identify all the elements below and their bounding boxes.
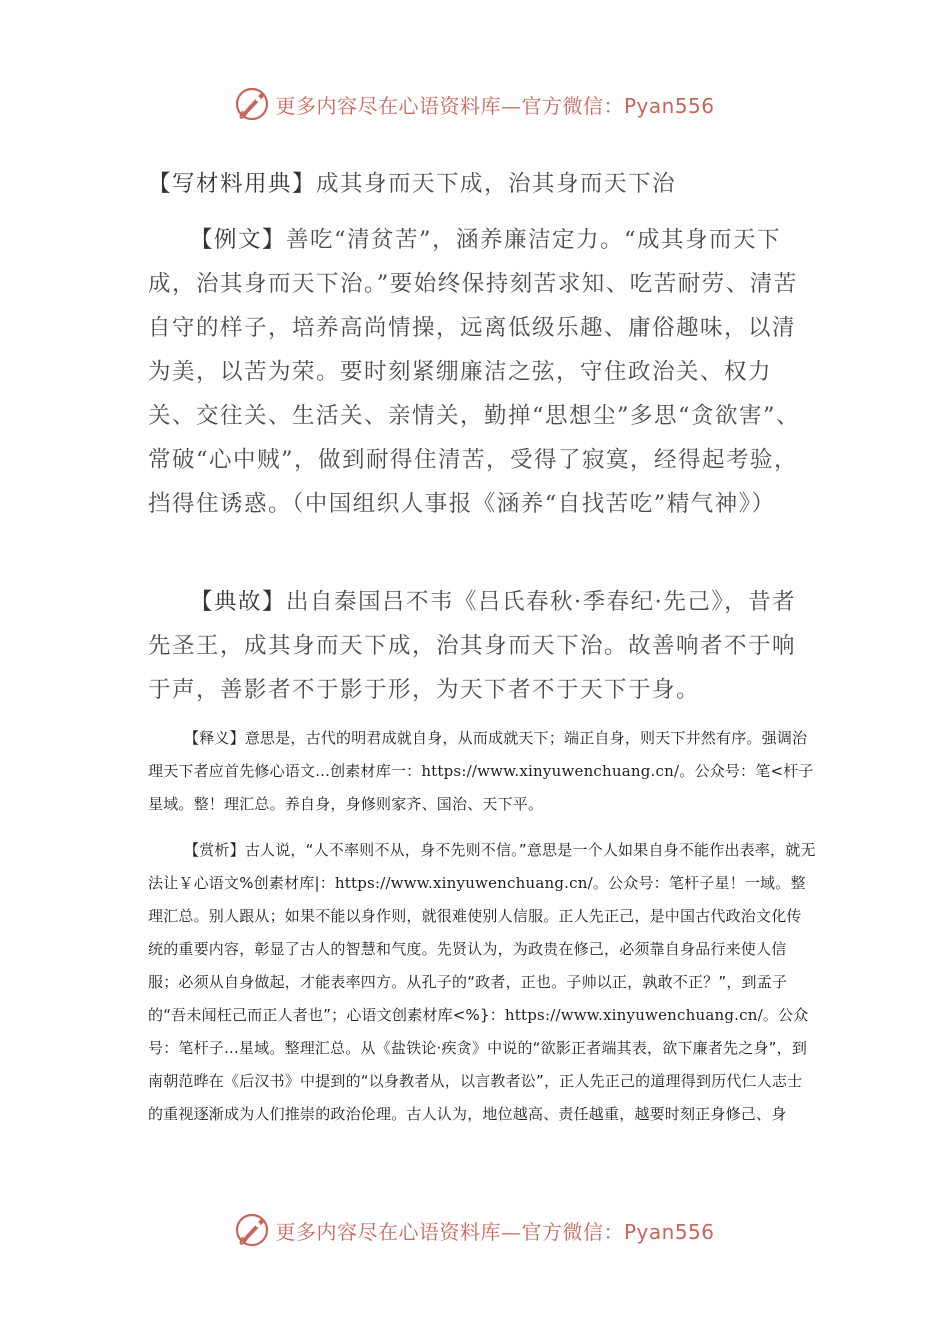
banner-text bbox=[275, 1216, 714, 1245]
analysis-text-1: 古人说，“人不率则不从，身不先则不信。”意思是一个人如果自身不能作出表率，就无法让￥心语文%创素材库|： bbox=[148, 841, 816, 892]
analysis-url-1: https://www.xinyuwenchuang.cn/ bbox=[334, 874, 593, 892]
meaning-paragraph bbox=[148, 722, 816, 821]
analysis-url-2: https://www.xinyuwenchuang.cn/ bbox=[504, 1006, 763, 1024]
heading-tag: 【写材料用典】 bbox=[148, 171, 317, 197]
example-tag: 【例文】 bbox=[190, 227, 287, 253]
quill-logo-icon bbox=[235, 1213, 269, 1247]
example-text: 善吃“清贫苦”，涵养廉洁定力。“成其身而天下成，治其身而天下治。”要始终保持刻苦求知、吃苦耐劳、清苦自守的样子，培养高尚情操，远离低级乐趣、庸俗趣味，以清为美，以苦为荣。要时刻紧绷廉洁之弦，守住政治关、权力关、交往关、生活关、亲情关，勤掸“思想尘”多思“贪欲害”、常破“心中贼”，做到耐得住清苦，受得了寂寞，经得起考验，挡得住诱惑。（中国组织人事报《涵养“自找苦吃”精气神》） bbox=[148, 227, 801, 517]
section-heading bbox=[148, 162, 818, 206]
banner-dash: — bbox=[500, 93, 522, 118]
banner-wechat-id: Pyan556 bbox=[623, 1219, 715, 1244]
allusion-text: 出自秦国吕不韦《吕氏春秋·季春纪·先己》，昔者先圣王，成其身而天下成，治其身而天下治。故善响者不于响于声，善影者不于影于形，为天下者不于天下于身。 bbox=[148, 589, 797, 703]
banner-wechat-id: Pyan556 bbox=[623, 93, 715, 118]
banner-text bbox=[275, 90, 714, 119]
meaning-url: https://www.xinyuwenchuang.cn/ bbox=[421, 762, 680, 780]
banner-dash: — bbox=[500, 1219, 522, 1244]
example-paragraph bbox=[148, 218, 818, 526]
meaning-text-2: 。公众号：笔<杆子星域。整！理汇总。养自身，身修则家齐、国治、天下平。 bbox=[148, 762, 814, 813]
banner-official-label: 官方微信： bbox=[521, 1219, 624, 1244]
analysis-text-3: 。公众号：笔杆子...星域。整理汇总。从《盐铁论·疾贪》中说的“欲影正者端其表，欲下廉者先之身”，到南朝范晔在《后汉书》中提到的“以身教者从，以言教者讼”，正人先正己的道理得到历代仁人志士的重视逐渐成为人们推崇的政治伦理。古人认为，地位越高、责任越重，越要时刻正身修己、身 bbox=[148, 1006, 809, 1123]
analysis-tag: 【赏析】 bbox=[184, 841, 245, 859]
header-banner bbox=[0, 84, 950, 124]
banner-official-label: 官方微信： bbox=[521, 93, 624, 118]
footer-banner bbox=[0, 1210, 950, 1250]
analysis-paragraph bbox=[148, 834, 816, 1131]
banner-site-name: 更多内容尽在心语资料库 bbox=[275, 93, 501, 118]
quill-logo-icon bbox=[235, 87, 269, 121]
meaning-tag: 【释义】 bbox=[184, 729, 245, 747]
allusion-paragraph bbox=[148, 580, 818, 712]
allusion-tag: 【典故】 bbox=[190, 589, 287, 615]
banner-site-name: 更多内容尽在心语资料库 bbox=[275, 1219, 501, 1244]
heading-text: 成其身而天下成，治其身而天下治 bbox=[316, 171, 677, 197]
analysis-text-2: 。公众号：笔杆子星！一域。整理汇总。别人跟从；如果不能以身作则，就很难使别人信服。正人先正己，是中国古代政治文化传统的重要内容，彰显了古人的智慧和气度。先贤认为，为政贵在修己，必须靠自身品行来使人信服；必须从自身做起，才能表率四方。从孔子的“政者，正也。子帅以正，孰敢不正？”，到孟子的“吾未闻枉己而正人者也”；心语文创素材库<%}： bbox=[148, 874, 806, 1024]
meaning-text-1: 意思是，古代的明君成就自身，从而成就天下；端正自身，则天下井然有序。强调治理天下者应首先修心语文...创素材库一： bbox=[148, 729, 808, 780]
